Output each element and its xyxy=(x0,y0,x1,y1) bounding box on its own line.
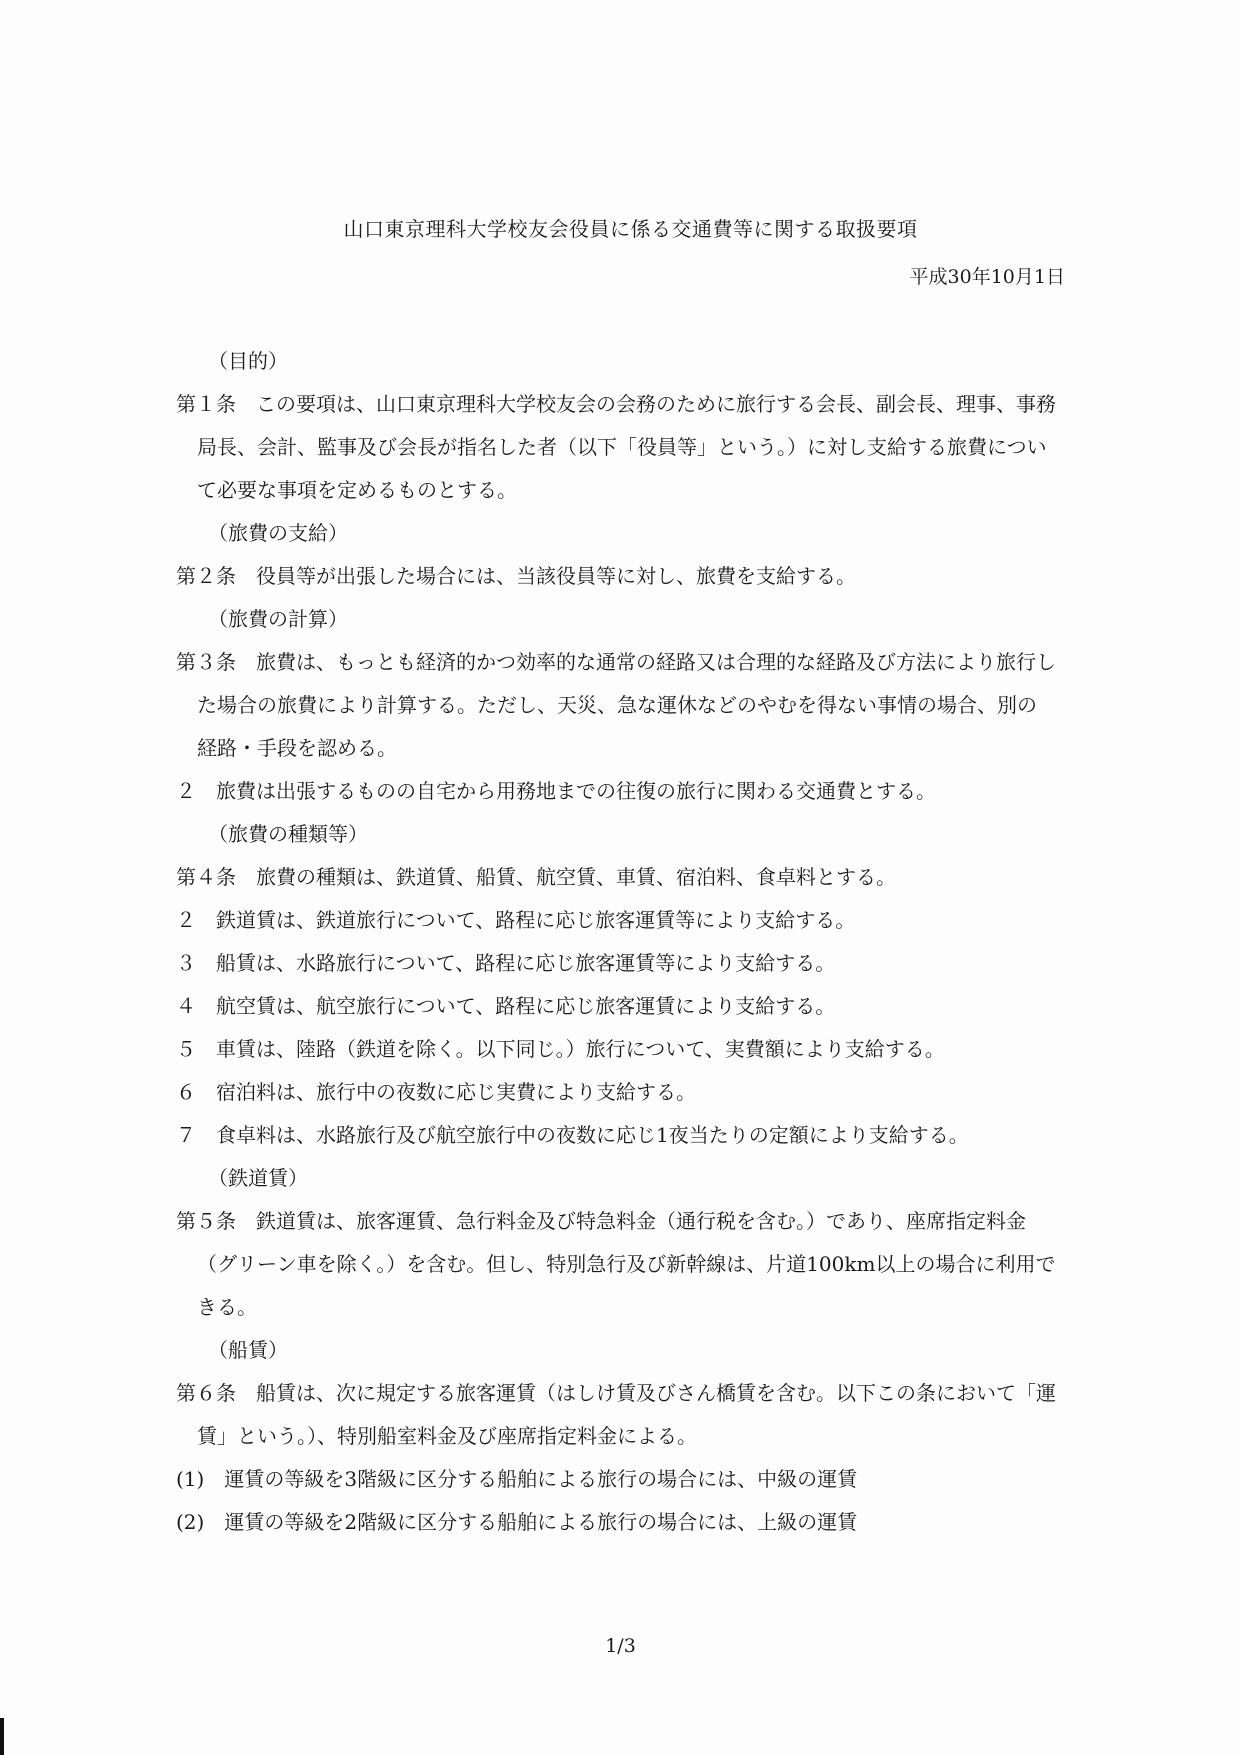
paragraph-text: 食卓料は、水路旅行及び航空旅行中の夜数に応じ1夜当たりの定額により支給する。 xyxy=(216,1123,969,1147)
article-number: 第５条 xyxy=(176,1209,236,1233)
article-number: 第４条 xyxy=(176,865,236,889)
item-text: 運賃の等級を3階級に区分する船舶による旅行の場合には、中級の運賃 xyxy=(224,1467,858,1491)
paragraph-number: ２ xyxy=(176,779,196,803)
paragraph xyxy=(176,1028,1056,1071)
paragraph-number: ７ xyxy=(176,1123,196,1147)
paragraph-text: 旅費は出張するものの自宅から用務地までの往復の旅行に関わる交通費とする。 xyxy=(216,779,936,803)
article-heading: （鉄道賃） xyxy=(208,1166,308,1190)
paragraph-text: 鉄道賃は、鉄道旅行について、路程に応じ旅客運賃等により支給する。 xyxy=(216,908,856,932)
article-heading: （目的） xyxy=(208,349,288,373)
article-text: 鉄道賃は、旅客運賃、急行料金及び特急料金（通行税を含む。）であり、座席指定料金（グリーン車を除く。）を含む。但し、特別急行及び新幹線は、片道100km以上の場合に利用できる。 xyxy=(197,1209,1056,1319)
paragraph xyxy=(176,942,1056,985)
article-2 xyxy=(176,555,1056,598)
paragraph-number: ５ xyxy=(176,1037,196,1061)
article-1 xyxy=(176,383,1056,512)
article-6 xyxy=(176,1372,1056,1458)
article-text: 役員等が出張した場合には、当該役員等に対し、旅費を支給する。 xyxy=(256,564,856,588)
article-text: 旅費は、もっとも経済的かつ効率的な通常の経路又は合理的な経路及び方法により旅行した場合の旅費により計算する。ただし、天災、急な運休などのやむを得ない事情の場合、別の経路・手段を認める。 xyxy=(197,650,1056,760)
article-4 xyxy=(176,856,1056,899)
paragraph xyxy=(176,1114,1056,1157)
paragraph-number: ３ xyxy=(176,951,196,975)
paragraph-number: ６ xyxy=(176,1080,196,1104)
article-number: 第１条 xyxy=(176,392,236,416)
article-text: 旅費の種類は、鉄道賃、船賃、航空賃、車賃、宿泊料、食卓料とする。 xyxy=(256,865,896,889)
paragraph-text: 宿泊料は、旅行中の夜数に応じ実費により支給する。 xyxy=(216,1080,696,1104)
page-number: 1/3 xyxy=(605,1635,636,1657)
article-5 xyxy=(176,1200,1056,1329)
article-text: 船賃は、次に規定する旅客運賃（はしけ賃及びさん橋賃を含む。以下この条において「運賃」という。）、特別船室料金及び座席指定料金による。 xyxy=(197,1381,1056,1448)
paragraph-text: 車賃は、陸路（鉄道を除く。以下同じ。）旅行について、実費額により支給する。 xyxy=(216,1037,945,1061)
paragraph-number: ４ xyxy=(176,994,196,1018)
item-number: (2) xyxy=(176,1510,205,1534)
document-title: 山口東京理科大学校友会役員に係る交通費等に関する取扱要項 xyxy=(343,217,918,241)
item-number: (1) xyxy=(176,1467,205,1491)
scan-edge-mark xyxy=(0,1718,4,1755)
article-heading: （旅費の支給） xyxy=(208,521,348,545)
article-number: 第３条 xyxy=(176,650,236,674)
article-number: 第６条 xyxy=(176,1381,236,1405)
paragraph-text: 船賃は、水路旅行について、路程に応じ旅客運賃等により支給する。 xyxy=(216,951,836,975)
article-text: この要項は、山口東京理科大学校友会の会務のために旅行する会長、副会長、理事、事務局長、会計、監事及び会長が指名した者（以下「役員等」という。）に対し支給する旅費について必要な事項を定めるものとする。 xyxy=(197,392,1056,502)
paragraph xyxy=(176,1071,1056,1114)
list-item xyxy=(176,1458,1056,1501)
paragraph xyxy=(176,770,1056,813)
article-heading: （旅費の種類等） xyxy=(208,822,368,846)
paragraph-text: 航空賃は、航空旅行について、路程に応じ旅客運賃により支給する。 xyxy=(216,994,836,1018)
paragraph xyxy=(176,985,1056,1028)
article-3 xyxy=(176,641,1056,770)
article-heading: （旅費の計算） xyxy=(208,607,348,631)
item-text: 運賃の等級を2階級に区分する船舶による旅行の場合には、上級の運賃 xyxy=(224,1510,858,1534)
paragraph xyxy=(176,899,1056,942)
paragraph-number: ２ xyxy=(176,908,196,932)
document-date: 平成30年10月1日 xyxy=(909,266,1065,288)
list-item xyxy=(176,1501,1056,1544)
article-number: 第２条 xyxy=(176,564,236,588)
document-body xyxy=(176,340,1056,1544)
article-heading: （船賃） xyxy=(208,1338,288,1362)
